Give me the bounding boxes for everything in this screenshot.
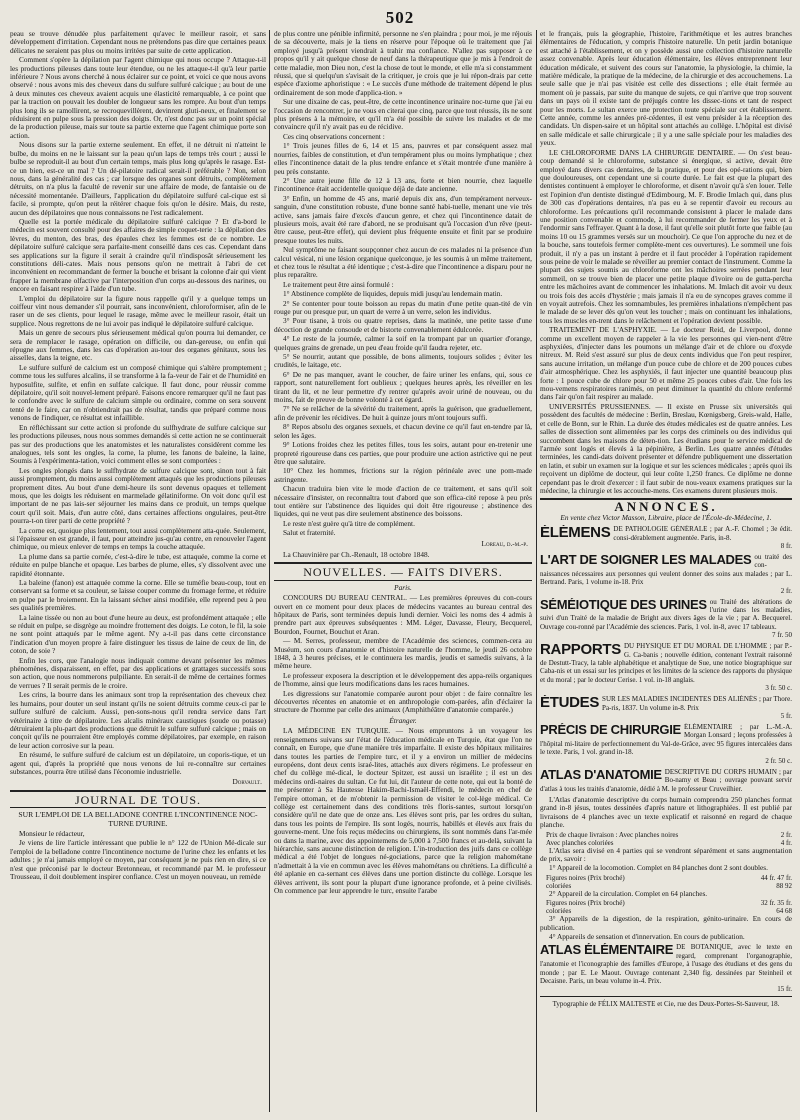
- article-signature: Dorvault.: [232, 777, 262, 787]
- letter-signature: Loreau, d.-m.-p.: [481, 538, 528, 548]
- ad-text: 2° Appareil de la circulation. Complet en 64 planches.: [549, 888, 708, 898]
- price-value: 44 fr. 47 fr.: [760, 873, 792, 882]
- price-label: Avec planches coloriées: [546, 838, 614, 847]
- ad-text: 1° Appareil de la locomotion. Complet en 84 planches dont 2 sont doubles.: [549, 863, 768, 873]
- ad-text: L'Atlas sera divisé en 4 parties qui se vendront séparément et sans augmentation de prix, savoir :: [540, 845, 792, 863]
- price-row: [540, 874, 792, 882]
- paragraph: Sur une dixaine de cas, peut-être, de cette incontinence urinaire noc-turne que j'ai eu l'occasion de rencontrer, je ne vous en citerai que cinq, parce que tout réussis, ils ne sont plus présens à la mémoire, et qu'il m'a été possible de suivre les malades et de me convaincre qu'il n'y avait pas eu de récidive.: [274, 97, 532, 132]
- ad-headline: ÉLÉMENS: [540, 525, 611, 542]
- price-row: [540, 899, 792, 907]
- news-item: CONCOURS DU BUREAU CENTRAL. — Les premières épreuves du con-cours ouvert en ce moment pour deux places de médecins vacantes au bureau central des hôpitaux de Paris, sont terminées depuis lundi dernier. Voici les noms des 4 admis à prendre part aux épreuves subséquentes : MM. Léger, Davasse, Fleury, Becquerel, Bourdon, Fournet, Bouchut et Aran.: [274, 593, 532, 636]
- column-middle: [274, 30, 532, 1110]
- paragraph: peau se trouve dénudée plus parfaitement qu'avec le meilleur rasoir, et sans développement d'irritation. Cependant nous ne prétendons pas dire que certaines peaux délicates ne seraient pas plus ou moins irritées par suite de cette application.: [10, 30, 266, 55]
- paragraph: 8° Repos absolu des organes sexuels, et chacun devine ce qu'il faut en-tendre par là, selon les âges.: [274, 422, 532, 440]
- price-value: 4 fr.: [780, 838, 792, 847]
- column-right: [540, 30, 792, 1110]
- column-left: [10, 30, 266, 1110]
- ad-text: 3° Appareils de la digestion, de la respiration, génito-urinaire. En cours de publication.: [540, 914, 792, 932]
- paragraph: La plume dans sa partie cornée, c'est-à-dire le tube, est attaquée, comme la corne et réduite en pulpe blanche et opaque. Les barbes de plume, elles, s'y dissolvent avec une rapidité étonnante.: [10, 551, 266, 578]
- advertisement: [540, 598, 792, 640]
- ad-price: 3 fr. 50 c.: [765, 684, 792, 693]
- price-value: 64 68: [776, 907, 792, 916]
- paragraph: Comment s'opère la dépilation par l'agent chimique qui nous occupe ? Attaque-t-il les productions pileuses dans toute leur étendue, ou ne les attaque-t-il qu'à leur partie inférieure ? Nous avons cherché à nous éclairer sur ce point, et voici ce que nous avons observé : nous avons mis des cheveux dans du sulfure sulfuré calcique ; au bout de une à deux minutes ces cheveux avaient acquis une élasticité remarquable, à ce point que par la traction on pouvait les doubler de longueur sans les rompre. Au bout d'un temps plus long ils se ramollirent, se recroquevillèrent, devinrent gluti-neux, et finalement se réduisirent en pulpe sous la pression des doigts. Or, n'est donc pas sur un point spécial de la production pileuse, mais sur toute sa partie externe que l'agent chimique porte son action.: [10, 55, 266, 140]
- ad-description: SUR LES MALADIES INCIDENTES DES ALIÉNÉS ; par Thore. Pa-ris, 1837. Un volume in-8. Prix: [602, 695, 792, 712]
- section-divider: [540, 996, 792, 997]
- paragraph: En résumé, le sulfure sulfuré de calcium est un dépilatoire, un coporis-tique, et un agent qui, d'après la propriété que nous venons de lui re-connaître sur certaines substances, pourra être utilisé dans l'économie industrielle.: [10, 750, 266, 776]
- ad-headline: L'ART DE SOIGNER LES MALADES: [540, 552, 752, 567]
- paragraph: 4° Le reste de la journée, calmer la soif en la trompant par un quartier d'orange, quelques grains de grenade, un peu d'eau froide qu'il faudra rejeter, etc.: [274, 334, 532, 352]
- ad-description: DE PATHOLOGIE GÉNÉRALE ; par A.-F. Chomel ; 3e édit. consi-dérablement augmentée. Paris, in-8.: [613, 525, 792, 542]
- section-divider: [274, 562, 532, 564]
- paragraph: 1° Abstinence complète de liquides, depuis midi jusqu'au lendemain matin.: [283, 289, 503, 299]
- price-value: 32 fr. 35 fr.: [760, 899, 792, 908]
- advertisement: [540, 695, 792, 720]
- subsection-label: Étranger.: [389, 715, 417, 725]
- ad-price: 7 fr. 50: [771, 631, 792, 640]
- advertisement: [540, 768, 792, 793]
- paragraph: et le français, puis la géographie, l'histoire, l'arithmétique et les autres branches élémentaires de l'éducation, y compris l'histoire naturelle. Un petit jardin botanique est attaché à l'établissement, et on y possède aussi une collection d'histoire naturelle assez convenable. Après leur éducation élémentaire, les élèves entreprennent leur éducation médicale, et suivent des cours sur l'anatomie, la physiologie, la chimie, la matière médicale, la pratique de la médecine, de la chirurgie et des accouchemens. La seule salle que je n'ai pas visitée est celle des dissections ; elle était fermée au moment où je passais, par suite du manque de sujets, ce qui n'arrive que trop souvent dans un pays où il existe tant de préjugés contre les dissec-tions et tant de respect pour les morts. Le sultan exerce une protection toute spéciale sur cet établissement. Cette année, comme les années pré-cédentes, il est venu présider à la réception des candidats. Un dispen-saire et un hôpital sont attachés au collège. L'hôpital est divisé en salle médicale et salle chirurgicale ; il y a une salle spéciale pour les maladies des yeux.: [540, 30, 792, 148]
- letter-place-date: La Chauvinière par Ch.-Renault, 18 octobre 1848.: [283, 549, 430, 559]
- section-divider: [10, 790, 266, 792]
- paragraph: 7° Ne se relâcher de la sévérité du traitement, après la guérison, que graduellement, afin de prévenir les récidives. De huit à quinze jours m'ont toujours suffi.: [274, 404, 532, 422]
- section-divider: [274, 580, 532, 581]
- price-label: Figures noires (Prix broché): [546, 899, 625, 908]
- paragraph: 3° Enfin, un homme de 45 ans, marié depuis dix ans, d'un tempérament nerveux-sanguin, d'une constitution robuste, d'une bonne santé habi-tuelle, menant une vie très active, sans jamais faire d'excès d'aucun genre, et chez qui l'incontinence datait de plusieurs mois, avait été rare d'abord, ne se produisant qu'à l'occasion d'un rêve (peut-être cause, peut-être effet), qui devient plus fréquente ensuite et finit par se produire presque toutes les nuits.: [274, 193, 532, 245]
- paragraph: Le sulfure sulfuré de calcium est un composé chimique qui s'altère promptement ; comme tous les sulfures alcalins, il se transforme à la fa-veur de l'air et de l'humidité en hyposulfite, sulfite, et enfin en sulfate calcique. Il faut donc, pour réussir comme dépilatoire, qu'il soit nouvel-lement préparé. Faisons encore remarquer qu'il ne faut pas le confondre avec le sulfure de calcium simple ou ordinaire, comme on sera souvent tenté de le faire, car on n'obtiendrait pas de résultat, tandis que préparé comme nous venons de l'indiquer, ce résultat est infaillible.: [10, 362, 266, 423]
- paragraph: La corne est, quoique plus lentement, tout aussi complètement atta-quée. Seulement, si l'épaisseur en est grande, il faut, pour atteindre jus-qu'au centre, en renouveler l'agent chimique, ou mieux enlever de temps en temps la couche attaquée.: [10, 525, 266, 552]
- ad-description: DU PHYSIQUE ET DU MORAL DE L'HOMME ; par P.-G. Ca-banis ; nouvelle édition, contenant l'extrait raisonné de Destutt-Tracy, la table alphabétique et analytique de Sue, une notice biographique sur Caba-nis et un essai sur les principes et les limites de la science des rapports du physique et du moral ; par le docteur Cerise. 1 vol. in-18 anglais.: [540, 642, 792, 684]
- paragraph: L'emploi du dépilatoire sur la figure nous rappelle qu'il y a quelque temps un coiffeur vint nous demander s'il pourrait, sans inconvénient, chloroformiser, afin de le raser un de ses clients, pour lequel le rasage, même avec le meilleur rasoir, était un supplice. Nous regrettons de ne lui avoir pas indiqué le dépilatoire sulfuré calcique.: [10, 293, 266, 328]
- paragraph: Salut et fraternité.: [283, 528, 336, 538]
- paragraph: 2° Se contenter pour toute boisson au repas du matin d'une petite quan-tité de vin rouge pur ou presque pur, un quart de verre à un verre, selon les individus.: [274, 298, 532, 316]
- price-row: [540, 831, 792, 839]
- paragraph: 9° Lotions froides chez les petites filles, tous les soirs, autant pour en-tretenir une propreté rigoureuse dans ces parties, que pour produire une action astrictive qui ne peut être que salutaire.: [274, 440, 532, 466]
- paragraph: Ces cinq observations concernent :: [283, 131, 385, 141]
- news-item: Le professeur exposera la description et le développement des appa-reils organiques de l'homme, ainsi que leurs modifications dans les races humaines.: [274, 670, 532, 689]
- advertisement: [540, 943, 792, 993]
- section-divider: [10, 807, 266, 808]
- advertisement: [540, 723, 792, 765]
- ad-price: 2 fr.: [780, 586, 792, 595]
- annonces-subtitle: En vente chez Victor Masson, Libraire, place de l'École-de-Médecine, 1.: [560, 512, 772, 522]
- paragraph: Enfin les cors, que l'analogie nous indiquait comme devant présenter les mêmes phénomènes, disparaissent, en effet, par des applications et grattages successifs sous son action, que nous nommerons pulpiliante. En serait-il de même de certaines formes de verrues ? Il serait permis de le croire.: [10, 655, 266, 690]
- paragraph: 5° Se nourrir, autant que possible, de bons aliments, toujours solides ; éviter les crudités, le laitage, etc.: [274, 352, 532, 370]
- ad-price: 2 fr. 50 c.: [765, 756, 792, 765]
- price-label: Prix de chaque livraison : Avec planches noires: [546, 830, 679, 839]
- letter-salutation: Monsieur le rédacteur,: [19, 828, 85, 838]
- paragraph: 10° Chez les hommes, frictions sur la région périnéale avec une pom-made astringente.: [274, 466, 532, 484]
- ad-description: ÉLÉMENTAIRE ; par L.-M.-A. Morgan Lonsard ; leçons professées à l'hôpital mi-litaire de perfectionnement du Val-de-Grâce, avec 95 figures intercalées dans le texte. Paris, 1 vol. grand in-18.: [540, 723, 792, 757]
- column-rule: [536, 30, 537, 1112]
- news-item: TRAITEMENT DE L'ASPHYXIE. — Le docteur Reid, de Liverpool, donne comme un excellent moyen de rappeler à la vie les personnes qui vien-nent d'être asphyxiées, d'injecter dans les poumons un mélange d'air et de chlore ou d'oxyde nitreux. M. Reid s'est assuré sur plus de deux cents individus que l'on peut respirer, sans aucune irritation, un mélange d'un pouce cube de chlore et de 200 pouces cubes d'air atmosphérique. Chez les asphyxiés, il faut injecter une quantité beaucoup plus forte : 1 pouce cube de chlore pour 50 et même 25 pouces cubes d'air. Une fois les mou-vemens respiratoires ranimés, on peut diminuer la quantité du chlore renfermé dans l'air qu'on fait respirer au malade.: [540, 325, 792, 402]
- ad-headline: ATLAS ÉLÉMENTAIRE: [540, 943, 674, 958]
- price-label: Figures noires (Prix broché): [546, 873, 625, 882]
- paragraph: En réfléchissant sur cette action si profonde du sulfhydrate de sulfure calcique sur les productions pileuses, nous nous sommes demandés si cette action ne se continuerait pas sur des productions que les anatomistes et les naturalistes considèrent comme les analogues, tels sont les ongles, la corne, la plume, les fanons de baleine, la laine, Soumis à l'expérimenta-tation, voici comment elles se sont comportées :: [10, 422, 266, 466]
- advertisement: [540, 642, 792, 692]
- ad-description: DE BOTANIQUE, avec le texte en regard, comprenant l'organographie, l'anatomie et l'iconographie des familles d'Europe, à l'usage des étudians et des gens du monde ; par E. Le Maout. Ouvrage contenant 2,340 fig. dessinées par Steinheil et Decaisne. Paris, un beau volume in-4. Prix.: [540, 943, 792, 985]
- paragraph: Le traitement peut être ainsi formulé :: [283, 279, 394, 289]
- news-item: Les digressions sur l'anatomie comparée auront pour objet : de faire connaître les découvertes récentes en anatomie et en anthropologie com-parées, afin d'éclairer la structure de l'homme par celle des animaux (Amphithéâtre d'anatomie comparée.): [274, 688, 532, 715]
- ad-text: L'Atlas d'anatomie descriptive du corps humain comprendra 250 planches format grand in-8 jésus, toutes dessinées d'après nature et lithographiées. Il est publié par livraisons de 4 planches avec un texte explicatif et raisonné en regard de chaque planche.: [540, 794, 792, 830]
- ad-description: ou traité des con-naissances nécessaires aux personnes qui veulent donner des soins aux malades ; par L. Bertrand. Paris, 1 volume in-18. Prix: [540, 552, 792, 587]
- news-item: LE CHLOROFORME DANS LA CHIRURGIE DENTAIRE. — On s'est beau-coup demandé si le chloroforme, substance si énergique, si active, devait être employé dans divers cas dentaires, de la pratique, et pour des opé-rations qui, bien que douloureuses, ont cependant une si courte durée. Le fait est que la plupart des dentistes continuent à employer le chloroforme, et disent n'avoir qu'à s'en louer. Telle est l'opinion d'un dentiste distingué d'Edimbourg, M. F. Brodie Imlach qui, dans plus de 300 cas d'opérations dentaires, n'a pas eu à se repentir d'avoir eu recours au chloroforme. Les précautions qu'il recommande consistent à placer le malade dans une position convenable et commode, à lui recommander de fermer les yeux et à l'endormir sans l'effrayer. Quant à la dose, il faut qu'elle soit plutôt forte que faible (au moins 10 ou 15 grammes versés sur un mouchoir). Ce que l'on approche du nez et de la bouche, sans toutefois fermer complète-ment ces ouvertures). Le sommeil une fois produit, il n'y a pas un instant à perdre et il faut procéder à l'opération rapidement sous peine de voir le malade se réveiller au premier contact de l'instrument. Comme la plupart des sujets soumis au chloroforme ont les mâchoires serrées pendant leur sommeil, on se trouve bien de placer une petite plaque d'ivoire ou de gutta-percha entre les mâchoires avant de commencer les inhalations. M. Imlach dit avoir vu deux ou trois fois des accès d'hystérie ; mais jamais il n'a eu de syncopes graves comme il en voyait autrefois. Chez les somnambules, les premières inhalations n'empêchent pas le malade de se lever dès qu'on veut les toucher ; mais on continuant les inhalations, tous les muscles en-trent dans le relâchement et l'opération devient possible.: [540, 147, 792, 325]
- paragraph: 1° Trois jeunes filles de 6, 14 et 15 ans, pauvres et par conséquent assez mal nourries, faibles de constitution, et d'un tempérament plus ou moins lymphatique ; chez elles l'incontinence datait de la plus tendre enfance et s'était montrée d'une manière à peu près constante.: [274, 141, 532, 176]
- printer-imprint: Typographie de FÉLIX MALTESTE et Cie, rue des Deux-Portes-St-Sauveur, 18.: [552, 1000, 780, 1009]
- paragraph: Mais un genre de secours plus sérieusement médical qu'on pourra lui demander, ce sera de remplacer le rasage, opération on difficile, ou dan-gereuse, ou enfin qui répugne aux femmes, dans les cas d'opération au-tour des organes génitaux, sous les aisselles, dans la teigne, etc.: [10, 328, 266, 363]
- annonces-title: ANNONCES.: [614, 499, 718, 515]
- paragraph: La laine tissée ou non au bout d'une heure au deux, est profondément attaquée ; elle se réduit en pulpe, se disgrège au moindre frottement des doigts. Le coton, le fil, la soie ne sont point attaqués par le même agent. N'y a-t-il pas dans cette circonstance l'indication d'un moyen propre à faire distinguer les tissus de laine de ceux de lin, de coton, de soie ?: [10, 612, 266, 656]
- ad-headline: PRÉCIS DE CHIRURGIE: [540, 723, 681, 738]
- advertisement: [540, 525, 792, 550]
- price-value: 2 fr.: [780, 830, 792, 839]
- paragraph: La baleine (fanon) est attaquée comme la corne. Elle se tuméfie beau-coup, tout en conservant sa forme et sa couleur, se laisse couper comme du fromage ferme, et réduire en pulpe par le broiement. En la laissant sécher ainsi modifiée, elle reprend peu à peu ses qualités premières.: [10, 578, 266, 613]
- paragraph: Je viens de lire l'article intéressant que publie le n° 122 de l'Union Mé-dicale sur l'emploi de la belladone contre l'incontinence nocturne de l'urine chez les enfants et les adultes ; je n'ai jamais employé ce moyen, par conséquent je ne puis rien en dire, si ce n'est que préconisé par le docteur Bretonneau, et recommandé par M. le professeur Trousseau, il doit doublement inspirer confiance. C'est un moyen nouveau, un remède: [10, 838, 266, 881]
- ad-headline: RAPPORTS: [540, 642, 621, 659]
- ad-price: 8 fr.: [780, 541, 792, 550]
- section-title: JOURNAL DE TOUS.: [74, 792, 202, 807]
- paragraph: de plus contre une pénible infirmité, personne ne s'en plaindra ; pour moi, je me réjouis de sa découverte, mais je la tiens en réserve pour l'époque où le traitement que j'ai employé jusqu'à présent viendrait à trahir ma confiance. N'allez pas supposer à ce propos qu'il y ait quelque chose de neuf dans la thérapeutique que je mis à l'endroit de cette maladie, mon Dieu non, c'est la chose de tout le monde, et elle m'a si constamment réussi, que si quelqu'un s'avisait de la critiquer, je crois que je lui répon-drais par cette espèce d'axiome aphoristique : « Le succès d'une méthode de traitement dépend le plus ordinairement de son mode d'applica-tion. »: [274, 30, 532, 97]
- paragraph: Nous disons sur la partie externe seulement. En effet, il ne détruit ni n'atteint le bulbe, du moins en ne le laissant sur la peau qu'un laps de temps très court ; aussi le bulbe se reproduit-il au bout d'un certain temps, mais plus long qu'après le rasage. Est-ce un bien, est-ce un mal ? Un dé-pilatoire radical serait-il préférable ? Non, selon nous, dans la généralité des cas ; car lorsque des organes sont détruits, complètement détruits, on n'a plus la faculté de revenir sur une affaire de mode, de fantaisie ou de nécessité momentanée. D'ailleurs, l'application du dépilatoire sulfuré cal-cique est si facile, si prompte, qu'on peut la réitérer chaque fois qu'on le désire. Mais, du reste, aucun des dépilatoires que nous connaissons ne l'est radicalement.: [10, 140, 266, 217]
- paragraph: 3° Pour tisane, à trois ou quatre reprises, dans la matinée, une petite tasse d'une décoction de grande consoude et de bistorte convenablement édulcorée.: [274, 316, 532, 334]
- paragraph: 6° De ne pas manquer, avant le coucher, de faire uriner les enfans, qui, sous ce rapport, sont naturellement fort oublieux ; quelques heures après, les réveiller en les tirant du lit, et ne leur permettre d'y rentrer qu'après avoir uriné de nouveau, ou du moins, fait de preuve de bonne volonté à cet égard.: [274, 369, 532, 405]
- ad-headline: ATLAS D'ANATOMIE: [540, 767, 662, 782]
- ad-description: ou Traité des altérations de l'urine dans les maladies, suivi d'un Traité de la maladie de Bright aux divers âges de la vie ; par A. Becquerel. Ouvrage cou-ronné par l'Académie des sciences. Paris, 1 vol. in-8, avec 17 tableaux.: [540, 597, 792, 631]
- paragraph: Quelle est la portée médicale du dépilatoire sulfuré calcique ? Et d'a-bord le médecin est souvent consulté pour des affaires de simple coquet-terie : la dépilation des lèvres, du menton, des bras, des épaules chez les femmes est de ce nombre. Le dépilatoire sulfuré calcique sera parfaite-ment conseillé dans ces cas. Cependant dans ses applications sur la figure il serait à craindre qu'il n'indisposât sérieusement les constitutions déli-cates. Mais nous pensons qu'on ne mettrait à l'abri de cet inconvénient en recommandant de fermer la bouche et brisant la colonne d'air qui vient frapper la membrane olfactive par l'interposition d'un corps au-dessous des narines, ou encore en faisant respirer à l'aide d'un tube.: [10, 216, 266, 294]
- ad-headline: ÉTUDES: [540, 695, 600, 712]
- ad-headline: SÉMÉIOTIQUE DES URINES: [540, 597, 707, 612]
- news-item: — M. Serres, professeur, membre de l'Académie des sciences, commen-cera au Muséum, son cours d'anatomie et d'histoire naturelle de l'homme, le jeudi 26 octobre 1848, à 3 heures précises, et le continuera les mardis, jeudis et samedis suivans, à la même heure.: [274, 636, 532, 671]
- price-label: coloriées: [546, 907, 572, 916]
- subsection-label: Paris.: [394, 582, 412, 592]
- ad-price: 15 fr.: [777, 985, 792, 994]
- news-item: UNIVERSITÉS PRUSSIENNES. — Il existe en Prusse six universités qui possèdent des facultés de médecine : Berlin, Breslau, Kœnigsberg, Greis-wald, Halle, et celle de Bonn, sur le Rhin. La durée des études médicales est de quatre années. Les salles de dissection sont alimentées par les corps des criminels ou des individus qui succombent dans les maisons de déten-tion. Les étudians pour le service médical de l'armée sont logés et élevés à la pépinière, à Berlin. Les quatre années d'études terminées, les candi-dats doivent présenter et défendre publiquement une dissertation en latin, et subir un examen sur la logique et sur les sciences médicales ; après quoi ils reçoivent un diplôme de docteur, qui leur coûte 1,250 francs. Ce diplôme ne donne cependant pas le droit d'exercer : il faut subir de nou-veaux examens pratiques sur la médecine, la chirurgie et les accouche-mens. Ces examens durent plusieurs mois.: [540, 401, 792, 495]
- paragraph: Les ongles plongés dans le sulfhydrate de sulfure calcique sont, sinon tout à fait aussi promptement, du moins aussi complètement attaqués que les productions pileuses proprement dites. Au bout d'une demi-heure ils sont devenus opaques et tellement mous, que les doigts les réduisent en marmelade gélatiniforme. On voit donc qu'il est important de ne pas lais-ser séjourner les mains dans ce produit, un temps quelque court qu'il soit. Mais, d'un autre côté, dans certaines affections ongulaires, peut-être pourra-t-on tirer parti de cette propriété ?: [10, 465, 266, 526]
- page-number: 502: [385, 8, 415, 27]
- paragraph: Chacun traduira bien vite le mode d'action de ce traitement, et sans qu'il soit nécessaire d'insister, on reconnaîtra tout d'abord que son effica-cité repose à peu près tout entière sur l'abstinence des liquides qui doit être rigoureuse ; abstinence des liquides, qui ne veut pas dire seulement abstinence des boissons.: [274, 484, 532, 519]
- advertisement: [540, 553, 792, 595]
- price-label: coloriées: [546, 881, 572, 890]
- paragraph: 2° Une autre jeune fille de 12 à 13 ans, forte et bien nourrie, chez laquelle l'incontinence était accidentelle quoique déjà de date ancienne.: [274, 175, 532, 194]
- section-title: NOUVELLES. — FAITS DIVERS.: [303, 565, 503, 580]
- ad-price: 5 fr.: [780, 712, 792, 721]
- news-item: LA MÉDECINE EN TURQUIE. — Nous empruntons à un voyageur les renseignemens suivans sur l'état de l'éducation médicale en Turquie, état que l'on ne connaît, en Europe, que d'une manière très imparfaite. Il existe des hôpitaux militaires dans toutes les parties de l'empire turc, et il y a environ un millier de médecins européens, dont deux cents israé-lites, attachés aux divers régimens. Le professeur en chef du collège mé-dical, le docteur Spitzer, est aussi un israélite ; il est un des médecins ordi-naires du sultan. Ce fut lui, dit l'auteur de cette note, qui eut la bonté de me présenter à Sa Hautesse Hakim-Bachi-Ismaël-Effendi, le médecin en chef de l'empire ottoman, et de m'obtenir la permission de visiter le col-lège médical. Ce collège est certainement dans des conditions très floris-santes, surtout lorsqu'on considère qu'il ne date que de onze ans. Les élèves sont pris, par les ordres du sultan, dans tous les points de l'empire. Ils sont logés, nourris, habillés et élevés aux frais du gouverne-ment. Une fois reçus médecins ou chirurgiens, ils sont nommés dans l'ar-mée ou dans la marine, avec des appointemens de 5,000 à 7,500 francs et au-delà, suivant la hiérarchie, sans aucune distinction de religion. L'in-troduction des juifs dans ce collège médical a été l'objet de longues né-gociations, parce que la religion mahométane n'admettait à la vie en commun avec les élèves mahométans ou chrétiens. La difficulté a été aplanie en ca-sernant ces élèves dans une portion distincte du collège. Lorsque les élèves arrivent, ils sont pour la plupart d'une ignorance profonde, et à peine civilisés. On commence par leur apprendre le turc, ensuite l'arabe: [274, 726, 532, 895]
- price-value: 88 92: [776, 881, 792, 890]
- column-rule: [269, 30, 270, 1112]
- article-title: SUR L'EMPLOI DE LA BELLADONE CONTRE L'INCONTINENCE NOC-TURNE D'URINE.: [18, 810, 258, 828]
- paragraph: Nul symptôme ne faisant soupçonner chez aucun de ces malades ni la présence d'un calcul vésical, ni une lésion organique quelconque, je les soumis à un même traitement, et chez tous le résultat a été identique ; c'est-à-dire que l'incontinence a disparu pour ne plus reparaître.: [274, 245, 532, 280]
- ad-description: DESCRIPTIVE DU CORPS HUMAIN ; par Bo-namy et Beau ; ouvrage pouvant servir d'atlas à tous les traités d'anatomie, dédié à M. le professeur Cruveilhier.: [540, 767, 792, 793]
- ad-text: 4° Appareils de sensation et d'innervation. En cours de publication.: [549, 931, 745, 941]
- paragraph: Le reste n'est guère qu'à titre de complément.: [283, 518, 415, 528]
- paragraph: Les crins, la bourre dans les animaux sont trop la représentation des cheveux chez les humains, pour douter un seul instant qu'ils ne soient détruits comme ceux-ci par le sulfure sulfuré de calcium. Aussi, pen-sons-nous qu'il rendra service dans l'art vétérinaire à titre de dépilatoire. Les alcalis minéraux caustiques (soude ou potasse) détruiraient la plu-part des productions que détruit le sulfure sulfuré calcique ; mais on conçoit qu'ils ne pourraient être employés comme dépilatoires, par exemple, en raison de leur action corrosive sur la peau.: [10, 690, 266, 750]
